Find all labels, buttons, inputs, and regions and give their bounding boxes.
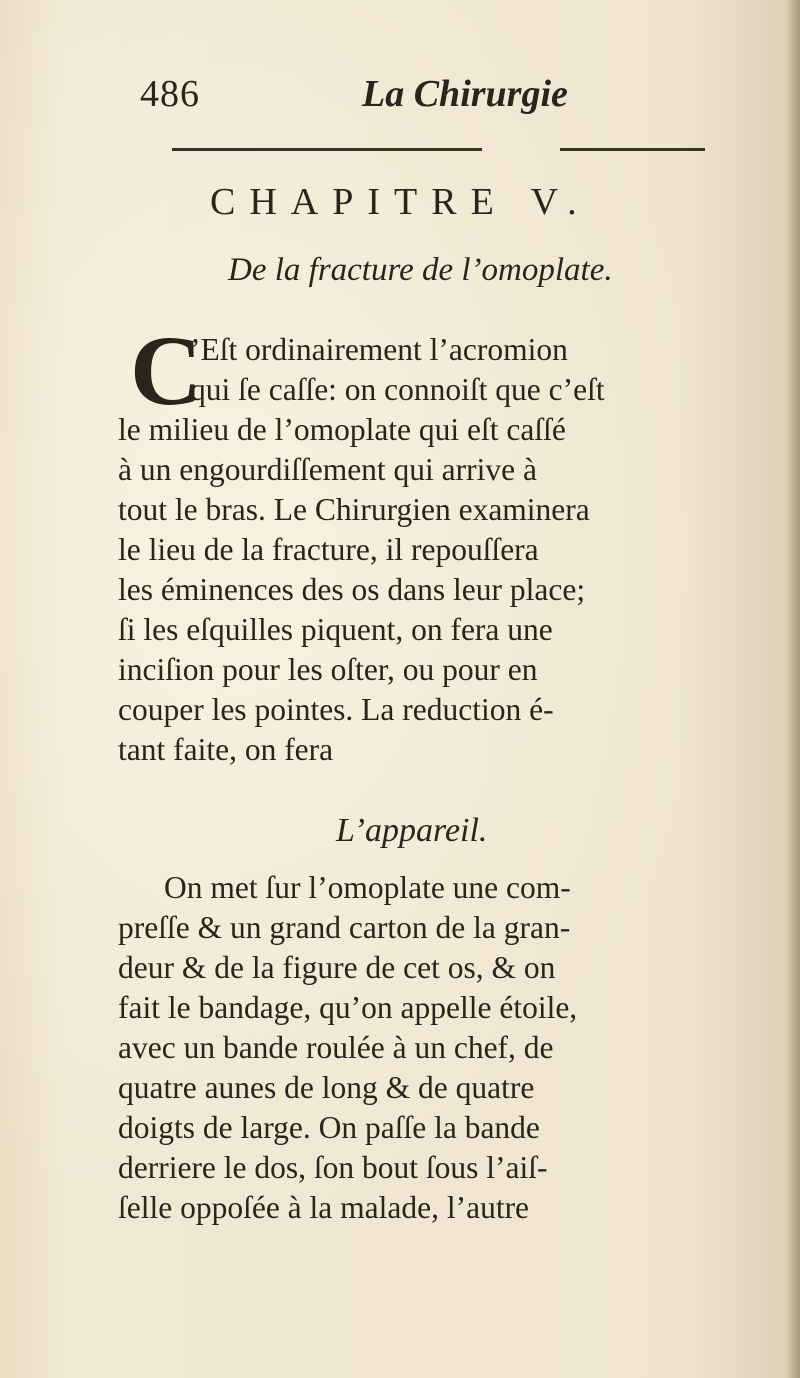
running-title: La Chirurgie: [362, 73, 568, 115]
drop-cap: C: [130, 315, 203, 426]
header-rule-left: [172, 148, 482, 151]
text-line: preſſe & un grand carton de la gran-: [118, 910, 571, 945]
text-line: qui ſe caſſe: on connoiſt que c’eſt: [190, 372, 605, 407]
text-line: ’Eſt ordinairement l’acromion: [190, 332, 568, 367]
text-line: les éminences des os dans leur place;: [118, 572, 586, 607]
text-line: inciſion pour les oſter, ou pour en: [118, 652, 538, 687]
paragraph-2: [118, 868, 718, 1228]
text-line: à un engourdiſſement qui arrive à: [118, 452, 537, 487]
text-line: ſelle oppoſée à la malade, l’autre: [118, 1190, 530, 1225]
text-line: le lieu de la fracture, il repouſſera: [118, 532, 539, 567]
text-line: derriere le dos, ſon bout ſous l’aiſ-: [118, 1150, 548, 1185]
page-number: 486: [140, 73, 200, 115]
section-heading: L’appareil.: [336, 812, 488, 849]
chapter-subtitle: De la fracture de l’omoplate.: [228, 252, 613, 288]
text-line: couper les pointes. La reduction é-: [118, 692, 554, 727]
paragraph-1: [118, 330, 718, 770]
text-line: doigts de large. On paſſe la bande: [118, 1110, 540, 1145]
running-head: [140, 72, 660, 122]
text-line: le milieu de l’omoplate qui eſt caſſé: [118, 412, 566, 447]
text-line: tout le bras. Le Chirurgien examinera: [118, 492, 590, 527]
text-line: deur & de la figure de cet os, & on: [118, 950, 556, 985]
text-line: fait le bandage, qu’on appelle étoile,: [118, 990, 578, 1025]
chapter-heading: CHAPITRE V.: [210, 181, 591, 223]
page-gutter-shadow: [786, 0, 800, 1378]
text-line: quatre aunes de long & de quatre: [118, 1070, 535, 1105]
text-line: ſi les eſquilles piquent, on fera une: [118, 612, 553, 647]
text-line: On met ſur l’omoplate une com-: [164, 870, 571, 905]
header-rule-right: [560, 148, 705, 151]
text-line: avec un bande roulée à un chef, de: [118, 1030, 554, 1065]
text-line: tant faite, on fera: [118, 732, 334, 767]
